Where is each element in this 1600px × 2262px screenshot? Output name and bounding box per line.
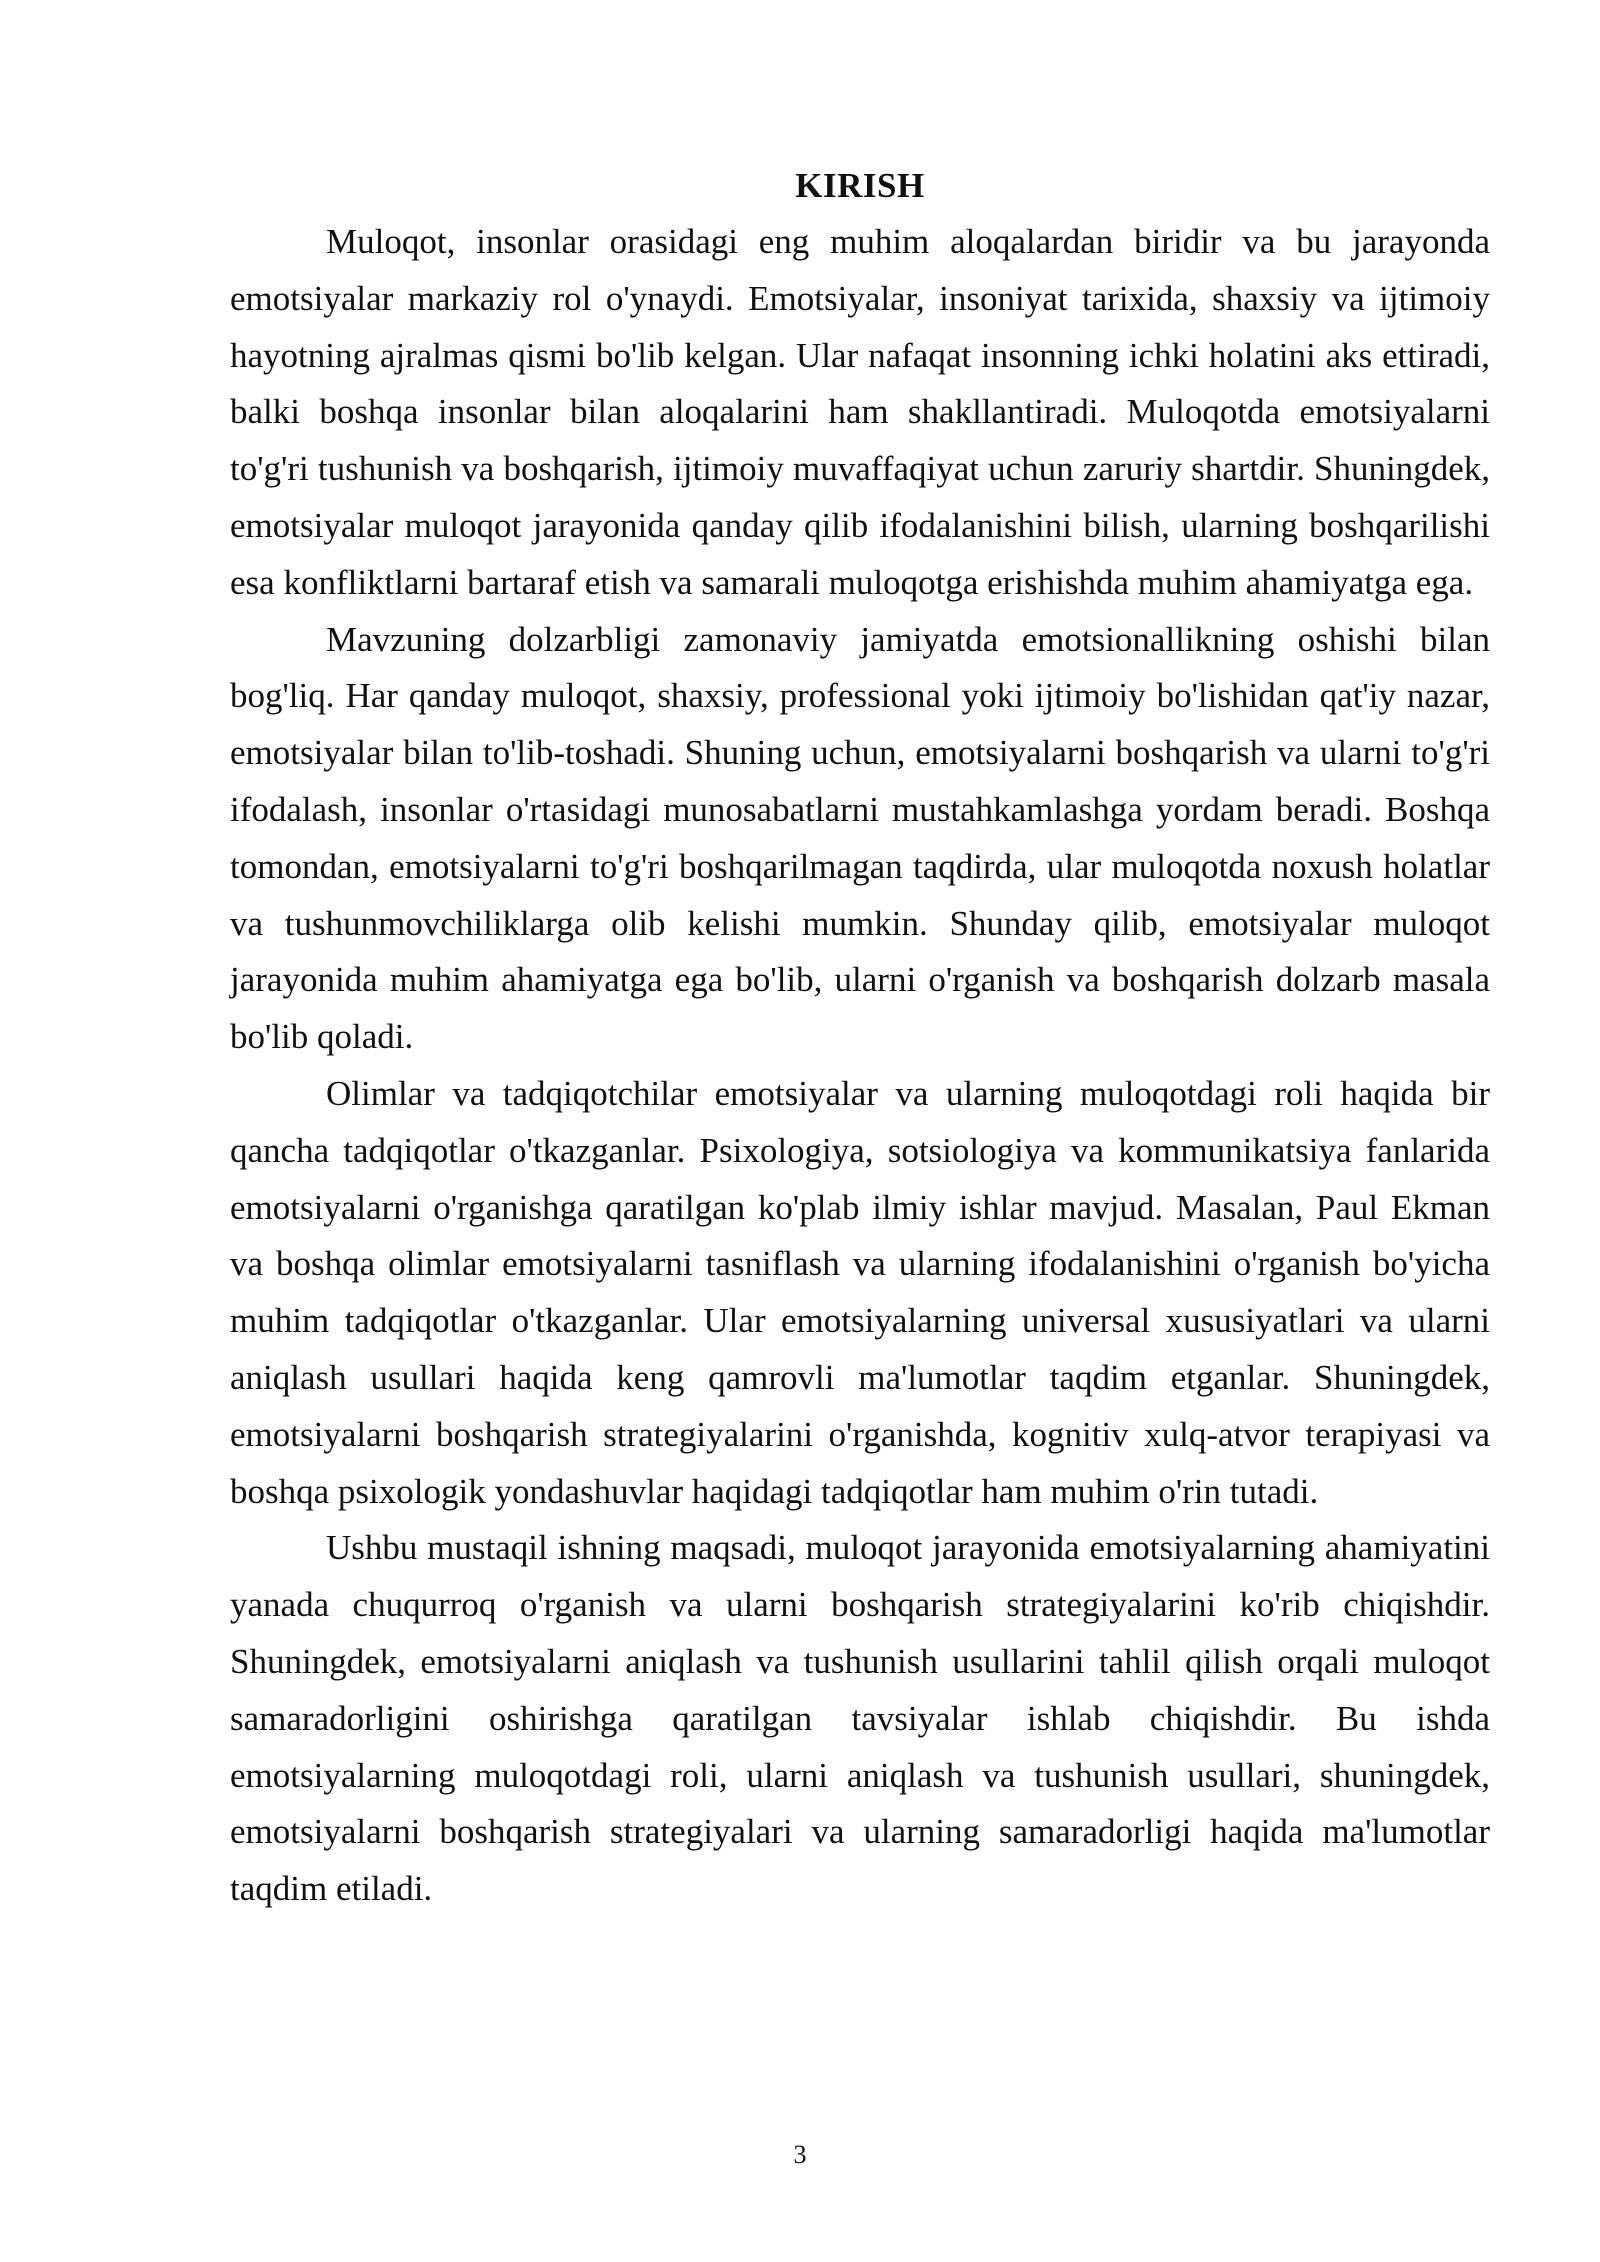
paragraph-2: Mavzuning dolzarbligi zamonaviy jamiyatda emotsionallikning oshishi bilan bog'liq. Har qanday muloqot, shaxsiy, professional yoki ijtimoiy bo'lishidan qat'iy nazar, emotsiyalar bilan to'lib-toshadi. Shuning uchun, emotsiyalarni boshqarish va ularni to'g'ri ifodalash, insonlar o'rtasidagi munosabatlarni mustahkamlashga yordam beradi. Boshqa tomondan, emotsiyalarni to'g'ri boshqarilmagan taqdirda, ular muloqotda noxush holatlar va tushunmovchiliklarga olib kelishi mumkin. Shunday qilib, emotsiyalar muloqot jarayonida muhim ahamiyatga ega bo'lib, ularni o'rganish va boshqarish dolzarb masala bo'lib qoladi.	[230, 619, 1490, 1057]
section-title: KIRISH	[795, 166, 925, 205]
paragraph-3: Olimlar va tadqiqotchilar emotsiyalar va ularning muloqotdagi roli haqida bir qancha tadqiqotlar o'tkazganlar. Psixologiya, sotsiologiya va kommunikatsiya fanlarida emotsiyalarni o'rganishga qaratilgan ko'plab ilmiy ishlar mavjud. Masalan, Paul Ekman va boshqa olimlar emotsiyalarni tasniflash va ularning ifodalanishini o'rganish bo'yicha muhim tadqiqotlar o'tkazganlar. Ular emotsiyalarning universal xususiyatlari va ularni aniqlash usullari haqida keng qamrovli ma'lumotlar taqdim etganlar. Shuningdek, emotsiyalarni boshqarish strategiyalarini o'rganishda, kognitiv xulq-atvor terapiyasi va boshqa psixologik yondashuvlar haqidagi tadqiqotlar ham muhim o'rin tutadi.	[230, 1073, 1490, 1511]
paragraph-4: Ushbu mustaqil ishning maqsadi, muloqot jarayonida emotsiyalarning ahamiyatini yanada chuqurroq o'rganish va ularni boshqarish strategiyalarini ko'rib chiqishdir. Shuningdek, emotsiyalarni aniqlash va tushunish usullarini tahlil qilish orqali muloqot samaradorligini oshirishga qaratilgan tavsiyalar ishlab chiqishdir. Bu ishda emotsiyalarning muloqotdagi roli, ularni aniqlash va tushunish usullari, shuningdek, emotsiyalarni boshqarish strategiyalari va ularning samaradorligi haqida ma'lumotlar taqdim etiladi.	[230, 1528, 1490, 1909]
paragraph-1: Muloqot, insonlar orasidagi eng muhim aloqalardan biridir va bu jarayonda emotsiyalar markaziy rol o'ynaydi. Emotsiyalar, insoniyat tarixida, shaxsiy va ijtimoiy hayotning ajralmas qismi bo'lib kelgan. Ular nafaqat insonning ichki holatini aks ettiradi, balki boshqa insonlar bilan aloqalarini ham shakllantiradi. Muloqotda emotsiyalarni to'g'ri tushunish va boshqarish, ijtimoiy muvaffaqiyat uchun zaruriy shartdir. Shuningdek, emotsiyalar muloqot jarayonida qanday qilib ifodalanishini bilish, ularning boshqarilishi esa konfliktlarni bartaraf etish va samarali muloqotga erishishda muhim ahamiyatga ega.	[230, 222, 1490, 602]
page-content	[230, 160, 1490, 1918]
page-number: 3	[793, 2140, 807, 2169]
